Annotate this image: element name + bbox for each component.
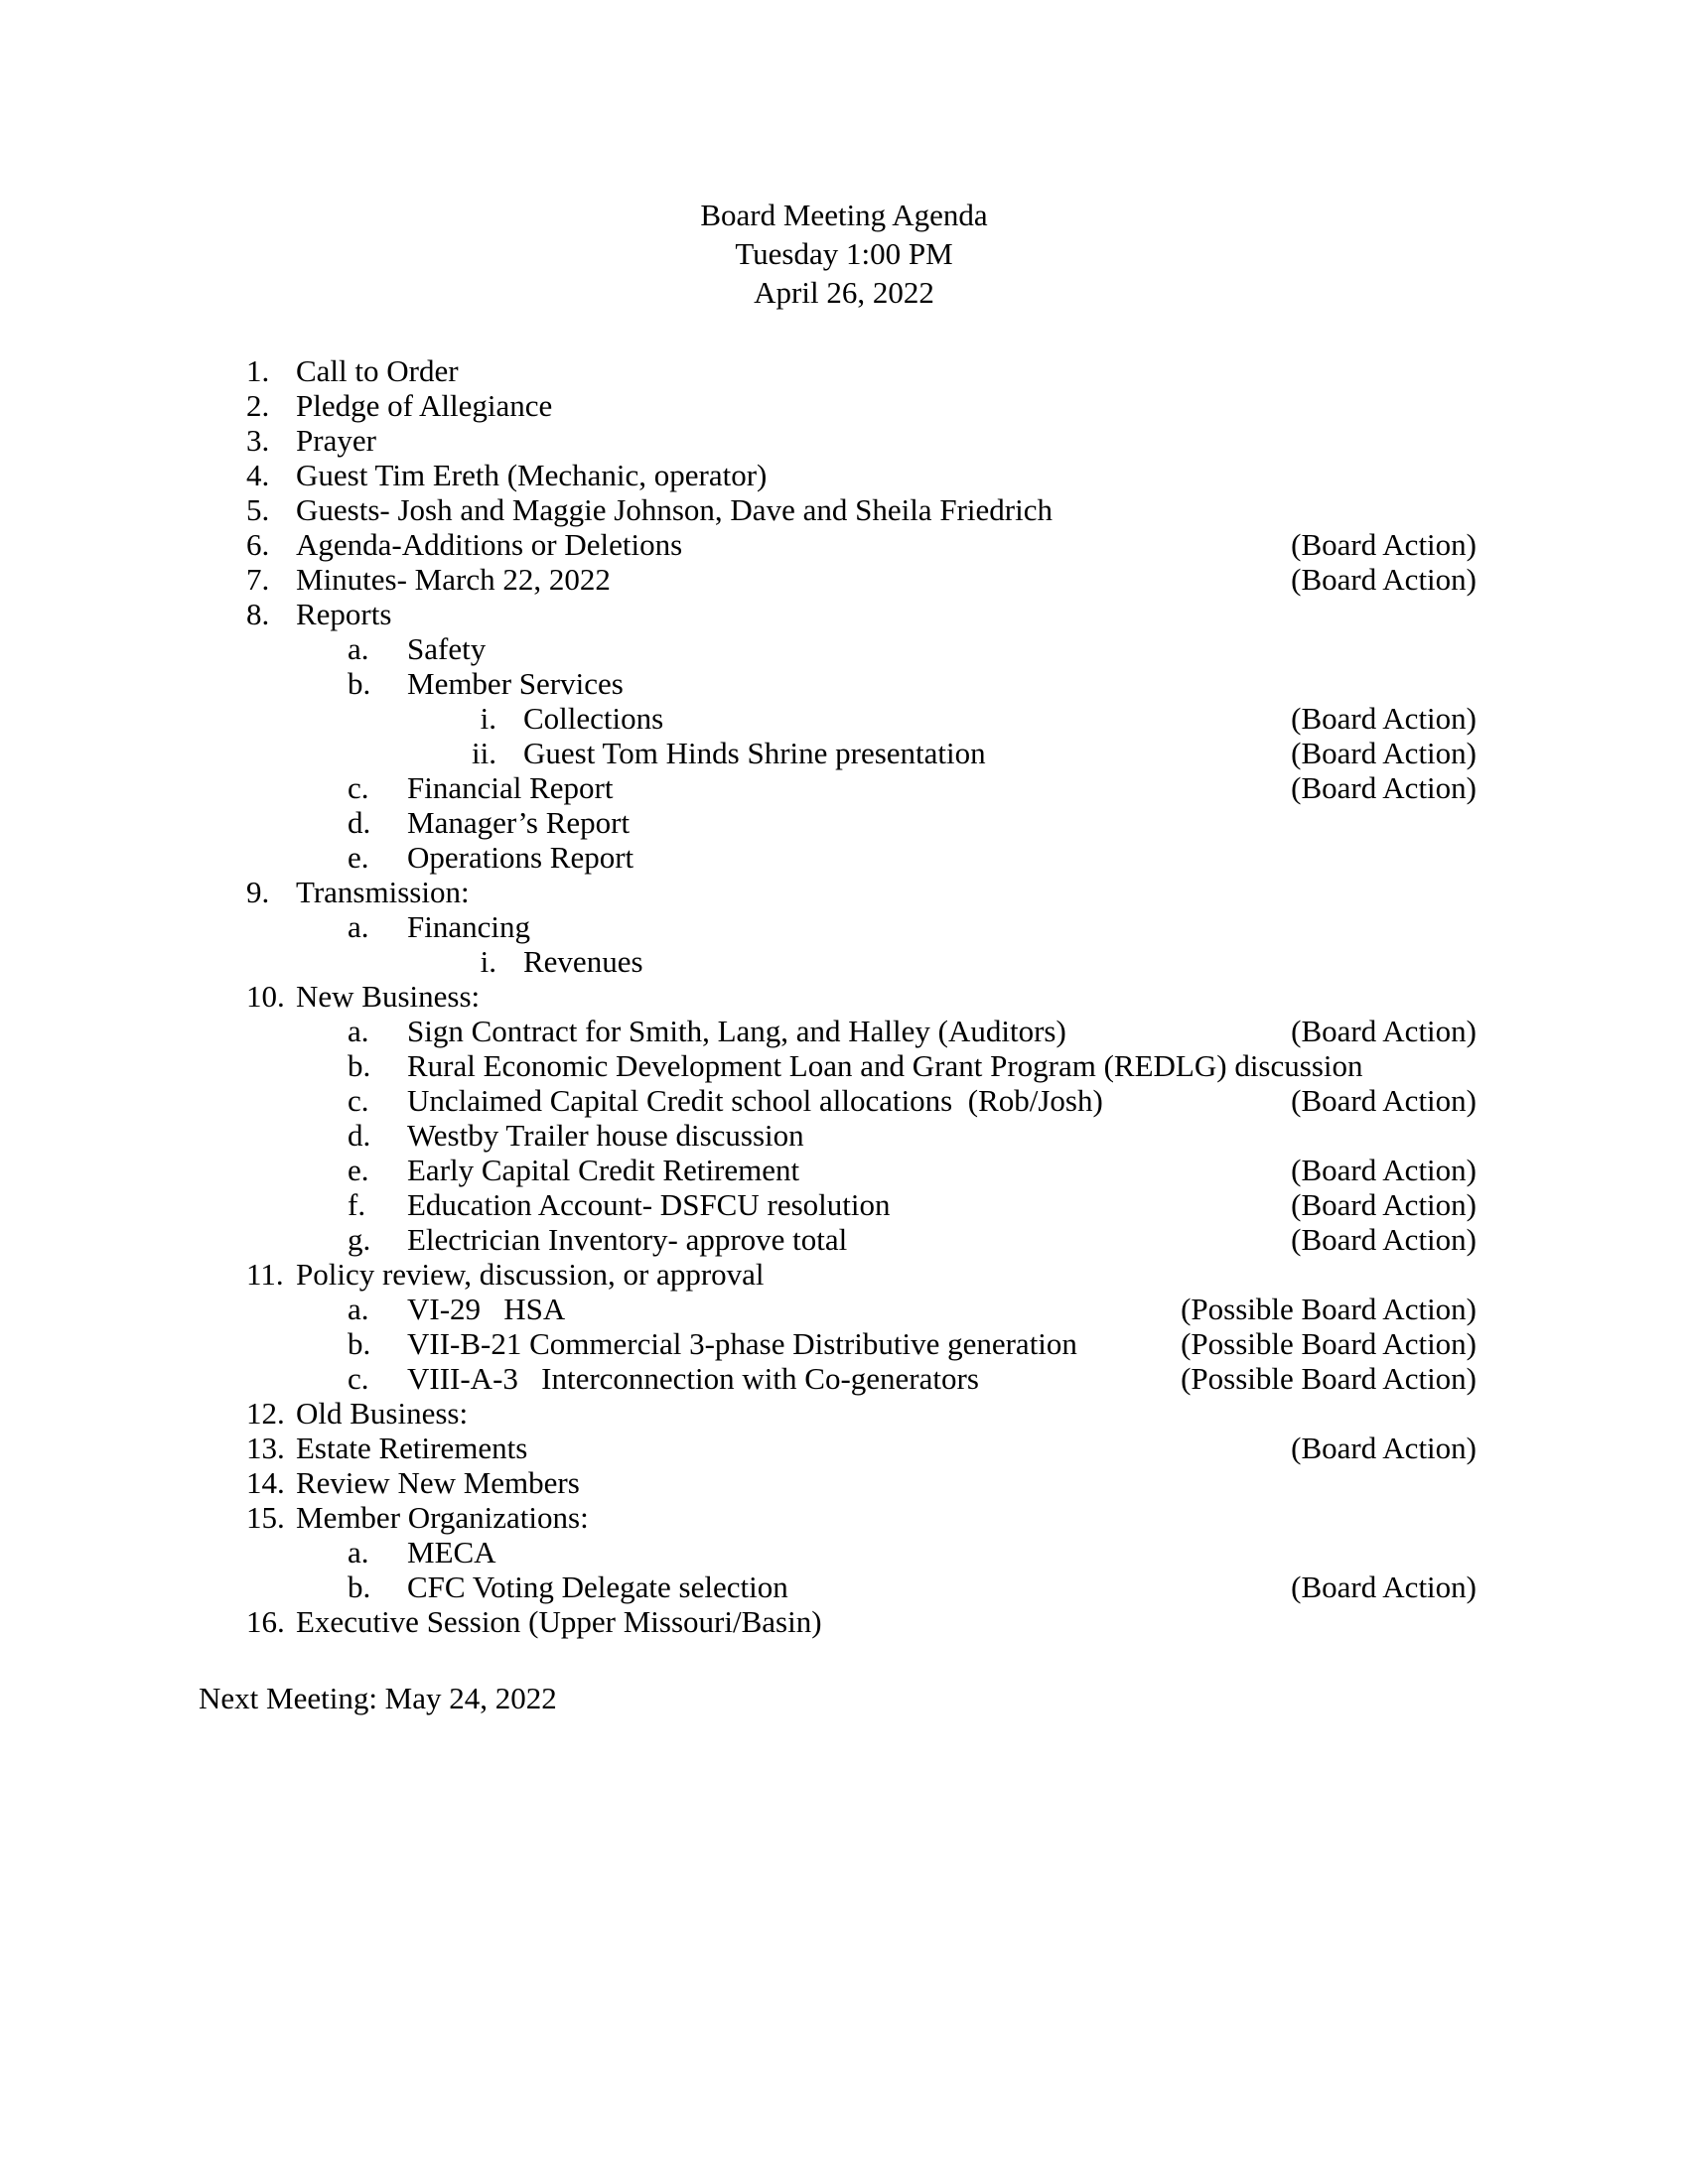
action-label: (Board Action) bbox=[1291, 562, 1477, 597]
item-marker: a. bbox=[348, 1292, 369, 1326]
item-text: Member Services bbox=[407, 666, 624, 701]
item-marker: 12. bbox=[246, 1396, 285, 1431]
action-label: (Board Action) bbox=[1291, 701, 1477, 736]
item-marker: a. bbox=[348, 1535, 369, 1570]
title-line-3: April 26, 2022 bbox=[754, 275, 934, 310]
item-marker: 8. bbox=[246, 597, 270, 631]
item-text: Minutes- March 22, 2022 bbox=[296, 562, 611, 597]
item-text: Operations Report bbox=[407, 840, 634, 875]
next-meeting-note: Next Meeting: May 24, 2022 bbox=[199, 1681, 557, 1715]
item-text: Safety bbox=[407, 631, 487, 666]
item-text: VII-B-21 Commercial 3-phase Distributive generation bbox=[407, 1326, 1077, 1361]
action-label: (Possible Board Action) bbox=[1181, 1292, 1477, 1326]
item-text: VIII-A-3 Interconnection with Co-generators bbox=[407, 1361, 979, 1396]
agenda-item-row bbox=[0, 875, 1688, 909]
agenda-item-row bbox=[0, 423, 1688, 458]
item-marker: 10. bbox=[246, 979, 285, 1014]
agenda-item-row bbox=[0, 631, 1688, 666]
title-line-1: Board Meeting Agenda bbox=[700, 198, 988, 232]
agenda-item-row bbox=[0, 944, 1688, 979]
item-marker: ii. bbox=[472, 736, 496, 770]
item-text: Policy review, discussion, or approval bbox=[296, 1257, 765, 1292]
agenda-item-row bbox=[0, 597, 1688, 631]
item-marker: c. bbox=[348, 1083, 369, 1118]
agenda-item-row bbox=[0, 1361, 1688, 1396]
item-marker: e. bbox=[348, 840, 369, 875]
agenda-item-row bbox=[0, 1014, 1688, 1048]
agenda-item-row bbox=[0, 1083, 1688, 1118]
item-text: Agenda-Additions or Deletions bbox=[296, 527, 683, 562]
action-label: (Board Action) bbox=[1291, 1187, 1477, 1222]
item-marker: b. bbox=[348, 1570, 371, 1604]
agenda-item-row bbox=[0, 353, 1688, 388]
agenda-item-row bbox=[0, 562, 1688, 597]
agenda-item-row bbox=[0, 1187, 1688, 1222]
item-text: Unclaimed Capital Credit school allocations (Rob/Josh) bbox=[407, 1083, 1103, 1118]
item-marker: 11. bbox=[246, 1257, 284, 1292]
title-line-2: Tuesday 1:00 PM bbox=[735, 236, 953, 271]
item-marker: a. bbox=[348, 1014, 369, 1048]
action-label: (Board Action) bbox=[1291, 1153, 1477, 1187]
agenda-item-row bbox=[0, 909, 1688, 944]
agenda-item-row bbox=[0, 701, 1688, 736]
document-title bbox=[0, 196, 1688, 312]
agenda-item-row bbox=[0, 736, 1688, 770]
item-marker: 15. bbox=[246, 1500, 285, 1535]
agenda-item-row bbox=[0, 1465, 1688, 1500]
action-label: (Board Action) bbox=[1291, 527, 1477, 562]
action-label: (Board Action) bbox=[1291, 1431, 1477, 1465]
action-label: (Possible Board Action) bbox=[1181, 1326, 1477, 1361]
item-marker: d. bbox=[348, 805, 371, 840]
item-marker: 3. bbox=[246, 423, 270, 458]
item-marker: 13. bbox=[246, 1431, 285, 1465]
agenda-item-row bbox=[0, 1570, 1688, 1604]
item-marker: 2. bbox=[246, 388, 270, 423]
item-marker: i. bbox=[480, 701, 496, 736]
action-label: (Board Action) bbox=[1291, 770, 1477, 805]
item-text: Call to Order bbox=[296, 353, 459, 388]
item-text: Early Capital Credit Retirement bbox=[407, 1153, 800, 1187]
item-text: Revenues bbox=[523, 944, 643, 979]
item-marker: g. bbox=[348, 1222, 371, 1257]
action-label: (Board Action) bbox=[1291, 736, 1477, 770]
item-marker: 16. bbox=[246, 1604, 285, 1639]
item-marker: 14. bbox=[246, 1465, 285, 1500]
item-text: Manager’s Report bbox=[407, 805, 631, 840]
agenda-item-row bbox=[0, 1048, 1688, 1083]
item-text: Guest Tom Hinds Shrine presentation bbox=[523, 736, 986, 770]
item-text: New Business: bbox=[296, 979, 481, 1014]
item-marker: i. bbox=[480, 944, 496, 979]
agenda-item-row bbox=[0, 1292, 1688, 1326]
agenda-item-row bbox=[0, 1431, 1688, 1465]
agenda-item-row bbox=[0, 458, 1688, 492]
item-text: Estate Retirements bbox=[296, 1431, 528, 1465]
item-text: Sign Contract for Smith, Lang, and Halley (Auditors) bbox=[407, 1014, 1066, 1048]
item-text: Westby Trailer house discussion bbox=[407, 1118, 804, 1153]
item-text: Collections bbox=[523, 701, 664, 736]
agenda-item-row bbox=[0, 1604, 1688, 1639]
item-text: Member Organizations: bbox=[296, 1500, 589, 1535]
item-marker: f. bbox=[348, 1187, 366, 1222]
item-marker: d. bbox=[348, 1118, 371, 1153]
item-text: Transmission: bbox=[296, 875, 470, 909]
item-text: Guests- Josh and Maggie Johnson, Dave and Sheila Friedrich bbox=[296, 492, 1053, 527]
item-text: MECA bbox=[407, 1535, 496, 1570]
agenda-item-row bbox=[0, 1222, 1688, 1257]
action-label: (Possible Board Action) bbox=[1181, 1361, 1477, 1396]
item-text: Pledge of Allegiance bbox=[296, 388, 553, 423]
agenda-list bbox=[0, 353, 1688, 1639]
item-marker: e. bbox=[348, 1153, 369, 1187]
item-marker: c. bbox=[348, 1361, 369, 1396]
item-marker: 9. bbox=[246, 875, 270, 909]
agenda-item-row bbox=[0, 1257, 1688, 1292]
item-text: Reports bbox=[296, 597, 392, 631]
item-marker: b. bbox=[348, 1048, 371, 1083]
action-label: (Board Action) bbox=[1291, 1083, 1477, 1118]
item-text: Review New Members bbox=[296, 1465, 580, 1500]
item-marker: b. bbox=[348, 666, 371, 701]
item-marker: 5. bbox=[246, 492, 270, 527]
item-marker: a. bbox=[348, 909, 369, 944]
agenda-item-row bbox=[0, 1118, 1688, 1153]
item-marker: c. bbox=[348, 770, 369, 805]
item-text: Financing bbox=[407, 909, 530, 944]
item-marker: a. bbox=[348, 631, 369, 666]
agenda-item-row bbox=[0, 527, 1688, 562]
action-label: (Board Action) bbox=[1291, 1014, 1477, 1048]
agenda-item-row bbox=[0, 666, 1688, 701]
item-marker: 6. bbox=[246, 527, 270, 562]
item-text: CFC Voting Delegate selection bbox=[407, 1570, 788, 1604]
action-label: (Board Action) bbox=[1291, 1570, 1477, 1604]
item-marker: 7. bbox=[246, 562, 270, 597]
agenda-item-row bbox=[0, 1326, 1688, 1361]
item-marker: b. bbox=[348, 1326, 371, 1361]
item-marker: 4. bbox=[246, 458, 270, 492]
agenda-item-row bbox=[0, 492, 1688, 527]
item-text: VI-29 HSA bbox=[407, 1292, 566, 1326]
agenda-item-row bbox=[0, 1396, 1688, 1431]
agenda-item-row bbox=[0, 1500, 1688, 1535]
item-text: Executive Session (Upper Missouri/Basin) bbox=[296, 1604, 822, 1639]
agenda-item-row bbox=[0, 805, 1688, 840]
agenda-item-row bbox=[0, 1153, 1688, 1187]
item-text: Financial Report bbox=[407, 770, 614, 805]
agenda-item-row bbox=[0, 1535, 1688, 1570]
item-text: Prayer bbox=[296, 423, 376, 458]
item-text: Electrician Inventory- approve total bbox=[407, 1222, 848, 1257]
item-text: Old Business: bbox=[296, 1396, 469, 1431]
item-text: Rural Economic Development Loan and Grant Program (REDLG) discussion bbox=[407, 1048, 1363, 1083]
agenda-item-row bbox=[0, 388, 1688, 423]
agenda-item-row bbox=[0, 840, 1688, 875]
action-label: (Board Action) bbox=[1291, 1222, 1477, 1257]
item-marker: 1. bbox=[246, 353, 270, 388]
item-text: Guest Tim Ereth (Mechanic, operator) bbox=[296, 458, 768, 492]
agenda-item-row bbox=[0, 770, 1688, 805]
item-text: Education Account- DSFCU resolution bbox=[407, 1187, 891, 1222]
agenda-item-row bbox=[0, 979, 1688, 1014]
